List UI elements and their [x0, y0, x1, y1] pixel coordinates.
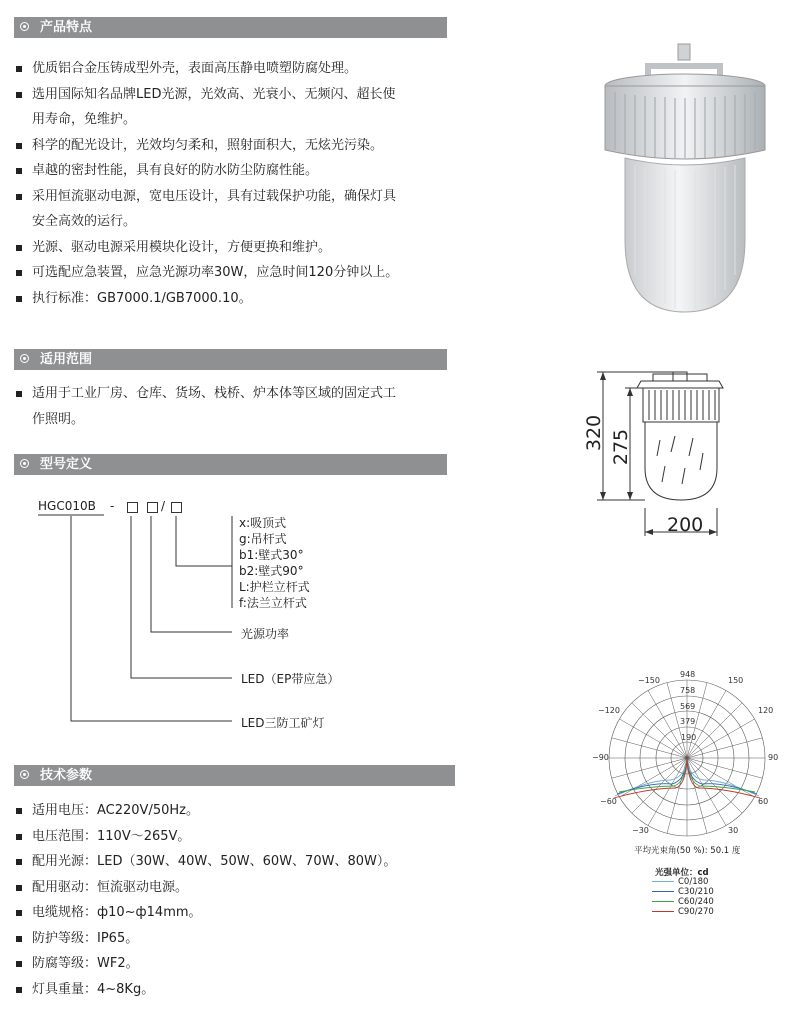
list-item: 防护等级：IP65。	[14, 926, 464, 952]
list-item: 执行标准：GB7000.1/GB7000.10。	[14, 286, 454, 312]
polar-ring-label: 758	[680, 686, 696, 695]
list-item: 科学的配光设计，光效均匀柔和，照射面积大，无炫光污染。	[14, 133, 454, 159]
list-item: 选用国际知名品牌LED光源，光效高、光衰小、无频闪、超长使	[14, 82, 454, 108]
dimension-width: 200	[667, 514, 704, 536]
model-slash: /	[161, 499, 166, 513]
mount-option: L:护栏立杆式	[239, 580, 310, 594]
legend-swatch	[652, 911, 674, 912]
power-label: 光源功率	[241, 627, 290, 641]
list-item: 光源、驱动电源采用模块化设计，方便更换和维护。	[14, 235, 454, 261]
list-item: 优质铝合金压铸成型外壳，表面高压静电喷塑防腐处理。	[14, 56, 454, 82]
list-item: 电缆规格：ф10~ф14mm。	[14, 900, 464, 926]
list-item: 可选配应急装置，应急光源功率30W，应急时间120分钟以上。	[14, 260, 454, 286]
beam-angle-caption: 平均光束角(50 %): 50.1 度	[634, 846, 741, 856]
polar-angle-label: −120	[598, 706, 620, 715]
list-item: 配用光源：LED（30W、40W、50W、60W、70W、80W）。	[14, 849, 464, 875]
polar-light-distribution	[590, 668, 790, 848]
legend-item-c90: C90/270	[652, 907, 714, 917]
list-item: 安全高效的运行。	[32, 214, 137, 229]
legend-item-c60: C60/240	[652, 897, 714, 907]
polar-angle-label: 60	[758, 797, 769, 806]
polar-ring-label: 379	[680, 717, 696, 726]
legend-item-c0: C0/180	[652, 877, 714, 887]
polar-angle-label: 120	[758, 706, 774, 715]
polar-ring-label: 569	[680, 702, 696, 711]
legend-item-c30: C30/210	[652, 887, 714, 897]
section-header-scope: 适用范围	[14, 349, 447, 370]
list-item: 灯具重量：4~8Kg。	[14, 977, 464, 1003]
list-item: 采用恒流驱动电源，宽电压设计，具有过载保护功能，确保灯具	[14, 184, 454, 210]
section-header-model: 型号定义	[14, 454, 447, 475]
circle-bullet-icon	[20, 770, 29, 779]
mount-option: x:吸顶式	[239, 516, 287, 530]
model-code: HGC010B	[38, 499, 96, 513]
product-name-label: LED三防工矿灯	[241, 716, 325, 730]
polar-legend	[652, 877, 714, 917]
list-item: 卓越的密封性能，具有良好的防水防尘防腐性能。	[14, 158, 454, 184]
section-header-features: 产品特点	[14, 17, 447, 38]
mount-option: g:吊杆式	[239, 532, 287, 546]
dimension-body-height: 275	[610, 428, 633, 466]
list-item: 防腐等级：WF2。	[14, 951, 464, 977]
list-item: 电压范围：110V～265V。	[14, 824, 464, 850]
legend-swatch	[652, 901, 674, 902]
list-item: 适用电压：AC220V/50Hz。	[14, 798, 464, 824]
polar-angle-label: −150	[638, 676, 660, 685]
polar-angle-label: 90	[768, 753, 779, 762]
polar-ring-label: 190	[681, 733, 697, 742]
model-connector-lines	[0, 0, 460, 740]
polar-angle-label: 30	[728, 826, 739, 835]
mount-option: b1:壁式30°	[239, 548, 304, 562]
list-item: 用寿命，免维护。	[32, 112, 137, 127]
polar-angle-label: −30	[632, 826, 649, 835]
led-label: LED（EP带应急）	[241, 672, 340, 686]
polar-angle-label: 150	[728, 676, 744, 685]
mount-options	[239, 515, 310, 611]
list-item: 作照明。	[32, 411, 85, 427]
legend-swatch	[652, 881, 674, 882]
legend-swatch	[652, 891, 674, 892]
lamp-product-image	[590, 40, 780, 320]
dimension-total-height: 320	[583, 414, 606, 452]
mount-option: b2:壁式90°	[239, 564, 304, 578]
section-header-specs: 技术参数	[14, 765, 455, 786]
polar-angle-label: −90	[592, 753, 609, 762]
intensity-unit-label: 光强单位：cd	[655, 868, 709, 878]
mount-option: f:法兰立杆式	[239, 596, 307, 610]
polar-ring-label: 948	[680, 670, 696, 679]
spec-list	[14, 798, 464, 1002]
model-separator: -	[110, 499, 115, 513]
list-item: 配用驱动：恒流驱动电源。	[14, 875, 464, 901]
list-item: 适用于工业厂房、仓库、货场、栈桥、炉本体等区域的固定式工	[14, 381, 454, 407]
polar-angle-label: −60	[600, 797, 617, 806]
